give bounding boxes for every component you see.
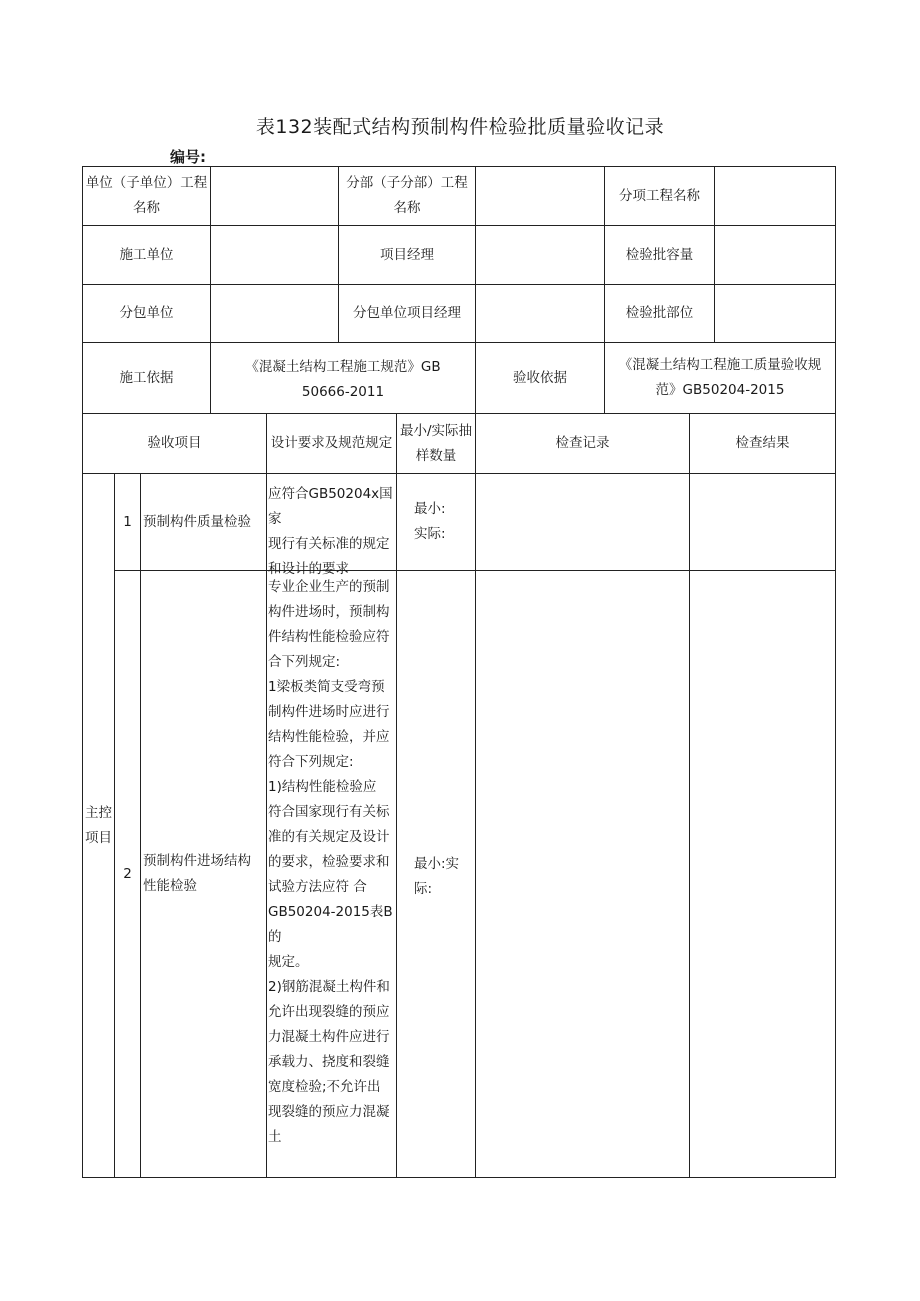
sub-project-label: 分部（子分部）工程 名称 (346, 175, 468, 216)
column-header-result: 检查结果 (735, 435, 790, 451)
column-header-item: 验收项目 (147, 435, 202, 451)
subcontractor-label: 分包单位 (119, 305, 174, 321)
acceptance-basis-value: 《混凝土结构工程施工质量验收规 范》GB50204-2015 (618, 357, 822, 398)
acceptance-basis-label: 验收依据 (513, 369, 567, 386)
batch-capacity-value[interactable] (715, 226, 835, 284)
construction-basis-value: 《混凝土结构工程施工规范》GB 50666-2011 (245, 359, 441, 400)
table-line (266, 413, 267, 1178)
column-header-sample: 最小/实际抽 样数量 (399, 422, 473, 464)
item-record[interactable] (476, 474, 689, 570)
item-project-value[interactable] (715, 167, 835, 225)
item-sample: 最小:实 际: (414, 856, 460, 897)
project-manager-label: 项目经理 (380, 246, 434, 263)
table-line (396, 413, 397, 1178)
item-result[interactable] (690, 474, 835, 570)
table-line (835, 166, 836, 1178)
item-result[interactable] (690, 571, 835, 1177)
project-manager-value[interactable] (476, 226, 604, 284)
item-requirement: 专业企业生产的预制 构件进场时，预制构 件结构性能检验应符 合下列规定: 1梁板类简支受弯预 制构件进场时应进行 结构性能检验，并应 符合下列规定: 1)结构性能检验应 符合国家现行有关标 准的有关规定及设计 的要求，检验要求和 试验方法应符 合 GB50204-2015表B的 规定。 2)钢筋混凝土构件和 允许出现裂缝的预应 力混凝土构件应进行 承载力、挠度和裂缝 宽度检验;不允许出 现裂缝的预应力混凝 土 (268, 579, 393, 1145)
contractor-label: 施工单位 (119, 246, 174, 263)
construction-basis-label: 施工依据 (119, 369, 174, 386)
item-record[interactable] (476, 571, 689, 1177)
record-number-label: 编号: (170, 148, 206, 166)
item-number: 2 (123, 865, 132, 882)
batch-location-label: 检验批部位 (625, 305, 694, 321)
item-requirement: 应符合GB50204x国家 现行有关标准的规定 和设计的要求 (268, 486, 393, 577)
batch-capacity-label: 检验批容量 (625, 246, 694, 263)
column-header-requirement: 设计要求及规范规定 (270, 435, 393, 451)
table-line (82, 1177, 836, 1178)
subcontractor-value[interactable] (211, 285, 338, 342)
sub-project-manager-value[interactable] (476, 285, 604, 342)
item-project-label: 分项工程名称 (619, 187, 700, 204)
sub-project-manager-label: 分包单位项目经理 (353, 305, 461, 321)
unit-project-value[interactable] (211, 167, 338, 225)
table-line (140, 473, 141, 1178)
page-title: 表132装配式结构预制构件检验批质量验收记录 (255, 116, 665, 138)
batch-location-value[interactable] (715, 285, 835, 342)
contractor-value[interactable] (211, 226, 338, 284)
item-name: 预制构件质量检验 (143, 513, 251, 530)
item-number: 1 (123, 513, 132, 530)
sub-project-value[interactable] (476, 167, 604, 225)
item-name: 预制构件进场结构 性能检验 (143, 853, 251, 894)
unit-project-label: 单位（子单位）工程 名称 (85, 175, 208, 216)
main-control-label: 主控 项目 (85, 804, 112, 846)
column-header-record: 检查记录 (555, 435, 610, 451)
item-sample: 最小: 实际: (414, 501, 446, 542)
